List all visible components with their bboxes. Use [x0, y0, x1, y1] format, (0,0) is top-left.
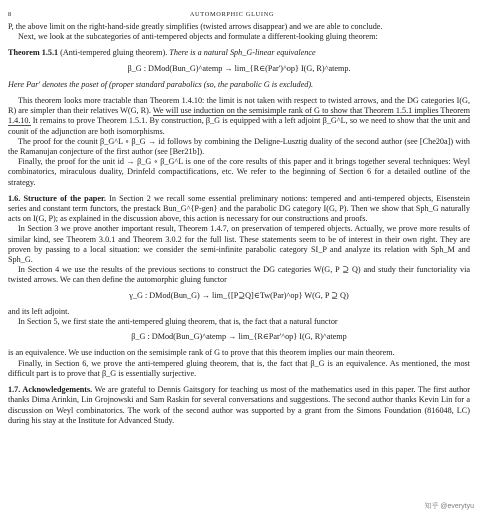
paragraph: In Section 5, we first state the anti-tempered gluing theorem, that is, the fact that a natural functor	[18, 317, 338, 327]
paragraph: and its left adjoint.	[8, 306, 70, 316]
display-equation: β_G : DMod(Bun_G)^atemp → lim_{R∈(Par')^op} I(G, R)^atemp.	[127, 63, 351, 73]
running-head: AUTOMORPHIC GLUING	[189, 10, 275, 18]
paragraph: is an equivalence. We use induction on the semisimple rank of G to prove that this theorem implies our main theorem.	[8, 348, 395, 358]
paragraph: Finally, in Section 6, we prove the anti-tempered gluing theorem, that is, the fact that β_G is an equivalence. As mentioned, the most difficult part is to prove that β_G is essentially surjective.	[8, 358, 470, 378]
theorem-name: (Anti-tempered gluing theorem).	[60, 48, 168, 58]
section-paragraph	[8, 385, 470, 426]
paper-body	[8, 22, 470, 426]
sentence: It remains to prove Theorem 1.5.1. By construction, β_G is equipped with a left adjoint β_G^L, so we need to show that the unit and counit of the adjunction are both isomorphisms.	[8, 116, 471, 136]
running-header	[8, 6, 470, 22]
theorem-text: There is a natural Sph_G-linear equivalence	[169, 48, 316, 58]
paragraph: In Section 3 we prove another important result, Theorem 1.4.7, on preservation of tempered objects. Actually, we prove more results of similar kind, see Theorem 3.0.1 and Theorem 3.0.2 for the full list. These statements seem to be of interest in their own right. They are proven by passing to a local situation: we consider the semi-infinite parabolic category SI_P and analyze its relation with Sph_M and Sph_G.	[8, 224, 470, 265]
section-paragraph	[8, 194, 470, 225]
paragraph	[8, 96, 470, 137]
display-equation: β_G : DMod(Bun_G)^atemp → lim_{R∈Par'^op} I(G, R)^atemp	[131, 332, 347, 342]
theorem-remark: Here Par' denotes the poset of (proper standard parabolics (so, the parabolic G is excluded).	[8, 79, 314, 89]
section-text: We are grateful to Dennis Gaitsgory for teaching us most of the mathematics used in this paper. The first author thanks Dima Arinkin, Lin Grojnowski and Sam Raskin for several conversations and suggestions. The second author thanks Kevin Lin for a discussion on Weyl combinatorics. The work of the second author was supported by a grant from the Simons Foundation (816048, LC) during his stay at the Institute for Advanced Study.	[8, 385, 470, 425]
section-title: 1.7. Acknowledgements.	[8, 385, 93, 395]
paragraph: The proof for the counit β_G^L ∘ β_G → id follows by combining the Deligne-Lusztig duality of the second author (see [Che20a]) with the Ramanujan conjecture of the first author (see [Ber21b]).	[8, 136, 470, 157]
paragraph: P, the above limit on the right-hand-side greatly simplifies (twisted arrows disappear) and we are able to conclude.	[8, 22, 383, 31]
paragraph: In Section 4 we use the results of the previous sections to construct the DG categories W(G, P ⊇ Q) and study their functoriality via twisted arrows. We can then define the automorphic gluing functor	[8, 265, 470, 285]
display-equation: γ_G : DMod(Bun_G) → lim_{[P⊇Q]∈Tw(Par)^op} W(G, P ⊇ Q)	[129, 290, 349, 300]
theorem-label: Theorem 1.5.1	[8, 48, 59, 58]
sentence: This theorem looks more tractable than Theorem 1.4.10: the limit is not taken with respect to twisted arrows, and the DG categories I(G, R) are simpler than their relatives W(G, R).	[8, 96, 470, 116]
page-number: 8	[8, 10, 12, 18]
underlined-sentence: We will use induction on the semisimple rank of G to show that Theorem 1.5.1 implies Theorem 1.4.10.	[8, 106, 470, 126]
section-title: 1.6. Structure of the paper.	[8, 193, 106, 203]
watermark: 知乎 @everytyu	[424, 503, 474, 510]
paragraph: Next, we look at the subcategories of anti-tempered objects and formulate a different-looking gluing theorem:	[18, 32, 378, 42]
paragraph: Finally, the proof for the unit id → β_G ∘ β_G^L is one of the core results of this paper and it brings together several techniques: Weyl combinatorics, miraculous duality, Drinfeld compactifications, etc. We refer to the beginning of Section 6 for a detailed outline of the strategy.	[8, 157, 470, 187]
theorem-block	[8, 48, 470, 58]
section-text: In Section 2 we recall some essential preliminary notions: tempered and anti-tempered objects, Eisenstein series and constant term functors, the prestack Bun_G^{P-gen} and the parabolic DG category I(G, P). Then we show that Sph_G naturally acts on I(G, P); as explained in the discussion above, this action is necessary for our constructions and proofs.	[8, 193, 471, 224]
